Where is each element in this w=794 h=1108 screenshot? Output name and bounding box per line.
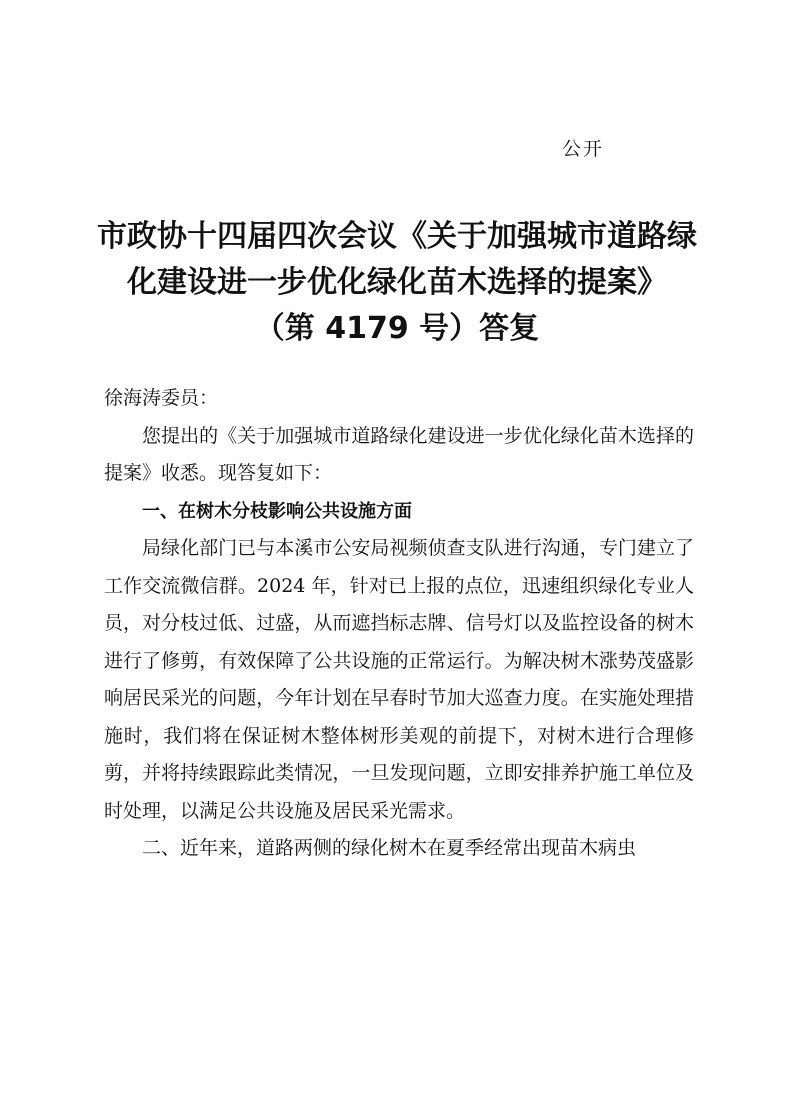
section-heading-1: 一、在树木分枝影响公共设施方面 (142, 500, 412, 522)
section-1-paragraph: 局绿化部门已与本溪市公安局视频侦查支队进行沟通，专门建立了工作交流微信群。2024 年，针对已上报的点位，迅速组织绿化专业人员，对分枝过低、过盛，从而遮挡标志牌、信号灯以及监控设备的树木进行了修剪，有效保障了公共设施的正常运行。为解决树木涨势茂盛影响居民采光的问题，今年计划在早春时节加大巡查力度。在实施处理措施时，我们将在保证树木整体树形美观的前提下，对树木进行合理修剪，并将持续跟踪此类情况，一旦发现问题，立即安排养护施工单位及时处理，以满足公共设施及居民采光需求。 (104, 537, 694, 822)
section-2-paragraph: 二、近年来，道路两侧的绿化树木在夏季经常出现苗木病虫 (142, 837, 637, 859)
title-line-2: 化建设进一步优化绿化苗木选择的提案》 (127, 265, 667, 300)
document-body (104, 380, 694, 868)
document-title (90, 214, 704, 352)
salutation: 徐海涛委员： (104, 387, 219, 409)
title-line-3: （第 4179 号）答复 (254, 311, 540, 346)
title-line-1: 市政协十四届四次会议《关于加强城市道路绿 (97, 219, 697, 254)
classification-label: 公开 (562, 138, 605, 160)
intro-paragraph: 您提出的《关于加强城市道路绿化建设进一步优化绿化苗木选择的提案》收悉。现答复如下： (104, 424, 694, 484)
